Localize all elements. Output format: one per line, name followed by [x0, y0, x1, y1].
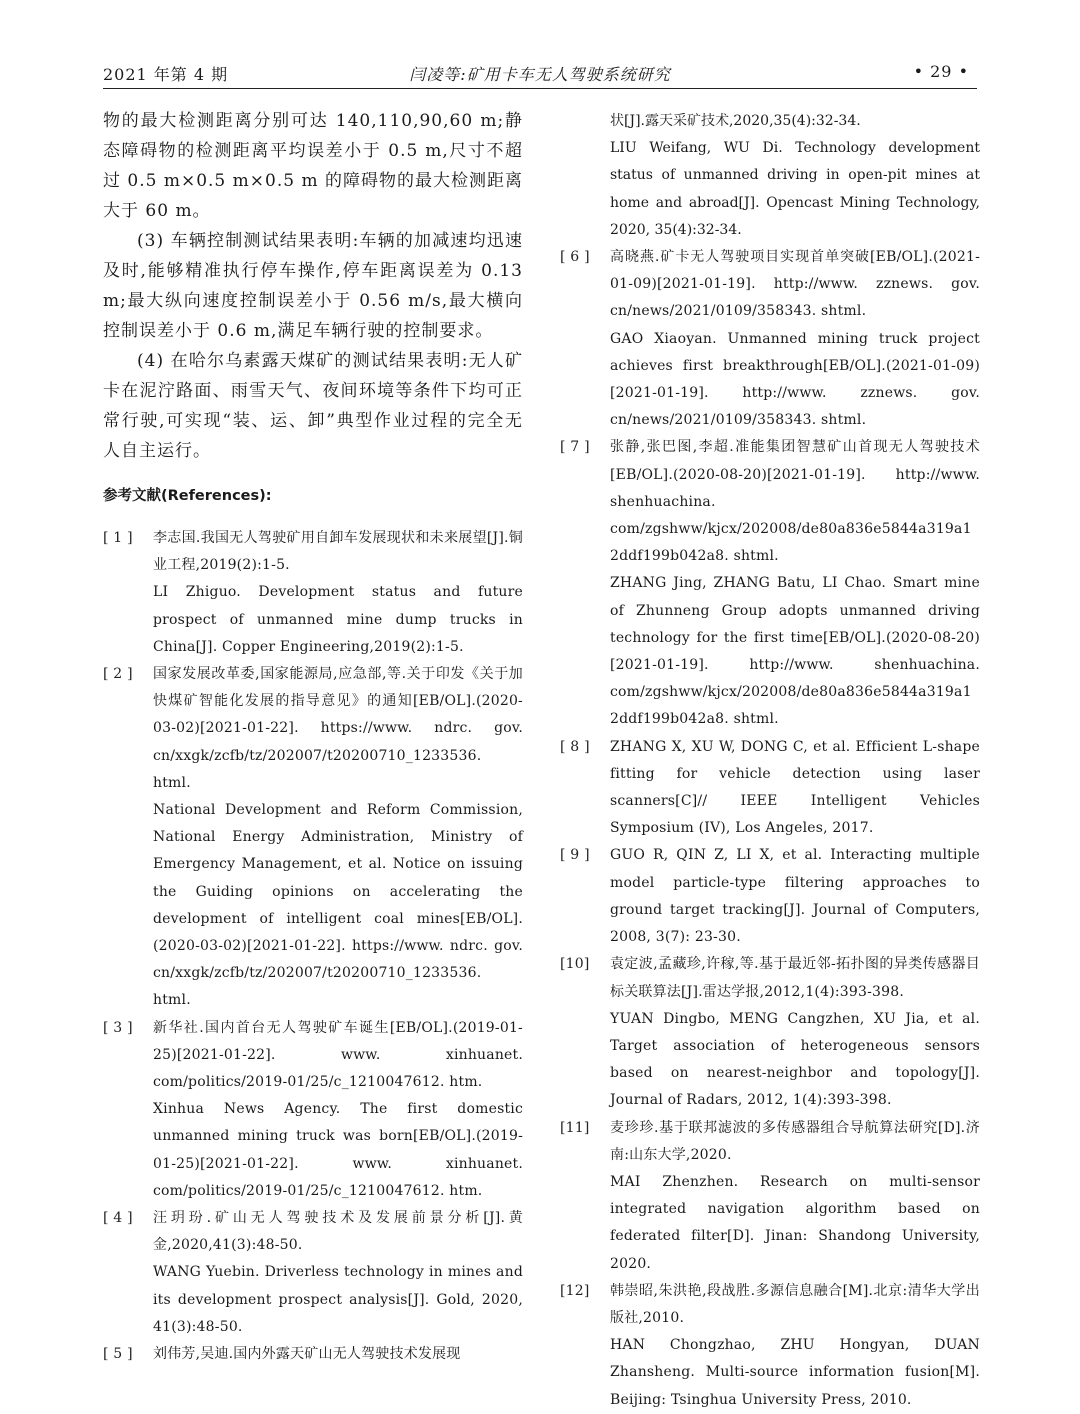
reference-item	[560, 244, 980, 434]
running-header	[103, 58, 977, 89]
reference-item	[103, 1341, 523, 1368]
reference-continued-cn: 状[J].露天采矿技术,2020,35(4):32-34.	[610, 113, 861, 129]
reference-number: [ 6 ]	[560, 249, 590, 266]
reference-continued-en: LIU Weifang, WU Di. Technology development status of unmanned driving in open-pit mines at home and abroad[J]. Opencast Mining Technology, 2020, 35(4):32-34.	[610, 140, 980, 238]
reference-number: [ 1 ]	[103, 530, 133, 546]
reference-item	[103, 525, 523, 661]
left-column	[103, 106, 523, 1368]
reference-number: [11]	[560, 1119, 590, 1136]
reference-item	[103, 1205, 523, 1341]
reference-en: MAI Zhenzhen. Research on multi-sensor integrated navigation algorithm based on federated filter[D]. Jinan: Shandong University, 2020.	[610, 1173, 980, 1272]
reference-cn: 新华社.国内首台无人驾驶矿车诞生[EB/OL].(2019-01-25)[2021-01-22]. www. xinhuanet. com/politics/2019-01/25/c_1210047612. htm.	[153, 1019, 523, 1091]
references-heading: 参考文献(References):	[103, 488, 272, 504]
reference-en: National Development and Reform Commission, National Energy Administration, Ministry of Emergency Management, et al. Notice on issuing the Guiding opinions on accelerating the development of intelligent coal mines[EB/OL].(2020-03-02)[2021-01-22]. https://www. ndrc. gov. cn/xxgk/zcfb/tz/202007/t20200710_1233536. html.	[153, 802, 523, 1009]
reference-en: Xinhua News Agency. The first domestic unmanned mining truck was born[EB/OL].(2019-01-25)[2021-01-22]. www. xinhuanet. com/politics/2019-01/25/c_1210047612. htm.	[153, 1101, 523, 1199]
reference-number: [ 3 ]	[103, 1019, 133, 1036]
reference-number: [ 4 ]	[103, 1210, 133, 1227]
page-number: • 29 •	[913, 62, 969, 81]
reference-item	[560, 434, 980, 733]
reference-item	[103, 661, 523, 1015]
body-paragraph: (4) 在哈尔乌素露天煤矿的测试结果表明:无人矿卡在泥泞路面、雨雪天气、夜间环境等条件下均可正常行驶,可实现“装、运、卸”典型作业过程的完全无人自主运行。	[103, 351, 523, 461]
reference-item	[560, 951, 980, 1114]
reference-item	[560, 842, 980, 951]
reference-cn: 国家发展改革委,国家能源局,应急部,等.关于印发《关于加快煤矿智能化发展的指导意见》的通知[EB/OL].(2020-03-02)[2021-01-22]. https://www. ndrc. gov. cn/xxgk/zcfb/tz/202007/t20200710_1233536. html.	[153, 666, 523, 791]
reference-cn: 张静,张巴图,李超.准能集团智慧矿山首现无人驾驶技术[EB/OL].(2020-08-20)[2021-01-19]. http://www. shenhuachina. com/zgshww/kjcx/202008/de80a836e5844a319a12ddf199b042a8. shtml.	[610, 439, 980, 565]
reference-number: [12]	[560, 1282, 590, 1299]
reference-en: YUAN Dingbo, MENG Cangzhen, XU Jia, et al. Target association of heterogeneous sensors based on nearest-neighbor and topology[J]. Journal of Radars, 2012, 1(4):393-398.	[610, 1010, 980, 1109]
reference-item	[560, 1115, 980, 1278]
reference-item	[560, 734, 980, 843]
reference-en: ZHANG Jing, ZHANG Batu, LI Chao. Smart mine of Zhunneng Group adopts unmanned driving technology for the first time[EB/OL].(2020-08-20)[2021-01-19]. http://www. shenhuachina. com/zgshww/kjcx/202008/de80a836e5844a319a12ddf199b042a8. shtml.	[610, 575, 980, 728]
reference-cn: 韩崇昭,朱洪艳,段战胜.多源信息融合[M].北京:清华大学出版社,2010.	[610, 1282, 980, 1326]
reference-number: [ 8 ]	[560, 738, 590, 755]
issue-label: 2021 年第 4 期	[103, 65, 229, 84]
reference-cn: 袁定波,孟藏珍,许稼,等.基于最近邻-拓扑图的异类传感器目标关联算法[J].雷达学报,2012,1(4):393-398.	[610, 956, 980, 1000]
reference-en: LI Zhiguo. Development status and future prospect of unmanned mine dump trucks in China[J]. Copper Engineering,2019(2):1-5.	[153, 584, 523, 655]
reference-item	[103, 1015, 523, 1205]
reference-cn: 麦珍珍.基于联邦滤波的多传感器组合导航算法研究[D].济南:山东大学,2020.	[610, 1119, 980, 1163]
reference-cn: 汪玥玢.矿山无人驾驶技术及发展前景分析[J].黄金,2020,41(3):48-50.	[153, 1210, 523, 1254]
body-paragraph: 物的最大检测距离分别可达 140,110,90,60 m;静态障碍物的检测距离平均误差小于 0.5 m,尺寸不超过 0.5 m×0.5 m×0.5 m 的障碍物的最大检测距离大于 60 m。	[103, 111, 523, 221]
reference-cn: 高晓燕.矿卡无人驾驶项目实现首单突破[EB/OL].(2021-01-09)[2021-01-19]. http://www. zznews. gov. cn/news/2021/0109/358343. shtml.	[610, 249, 980, 320]
reference-cn: 李志国.我国无人驾驶矿用自卸车发展现状和未来展望[J].铜业工程,2019(2):1-5.	[153, 530, 523, 574]
reference-en: WANG Yuebin. Driverless technology in mines and its development prospect analysis[J]. Gold, 2020, 41(3):48-50.	[153, 1264, 523, 1335]
reference-number: [ 9 ]	[560, 847, 590, 864]
reference-en: GAO Xiaoyan. Unmanned mining truck project achieves first breakthrough[EB/OL].(2021-01-09)[2021-01-19]. http://www. zznews. gov. cn/news/2021/0109/358343. shtml.	[610, 330, 980, 429]
right-column	[560, 108, 980, 1414]
reference-number: [ 7 ]	[560, 439, 590, 456]
reference-number: [ 5 ]	[103, 1346, 133, 1363]
reference-cn: 刘伟芳,吴迪.国内外露天矿山无人驾驶技术发展现	[153, 1346, 461, 1363]
body-paragraph: (3) 车辆控制测试结果表明:车辆的加减速均迅速及时,能够精准执行停车操作,停车距离误差为 0.13 m;最大纵向速度控制误差小于 0.56 m/s,最大横向控制误差小于 0.6 m,满足车辆行驶的控制要求。	[103, 231, 523, 341]
reference-number: [ 2 ]	[103, 666, 133, 683]
reference-cn: GUO R, QIN Z, LI X, et al. Interacting multiple model particle-type filtering approaches to ground target tracking[J]. Journal of Computers, 2008, 3(7): 23-30.	[610, 847, 980, 946]
reference-en: HAN Chongzhao, ZHU Hongyan, DUAN Zhansheng. Multi-source information fusion[M]. Beijing: Tsinghua University Press, 2010.	[610, 1337, 980, 1408]
running-title: 闫凌等:矿用卡车无人驾驶系统研究	[409, 65, 671, 84]
reference-number: [10]	[560, 956, 590, 973]
reference-cn: ZHANG X, XU W, DONG C, et al. Efficient L-shape fitting for vehicle detection using laser scanners[C]// IEEE Intelligent Vehicles Symposium (IV), Los Angeles, 2017.	[610, 738, 980, 837]
reference-item	[560, 1278, 980, 1414]
